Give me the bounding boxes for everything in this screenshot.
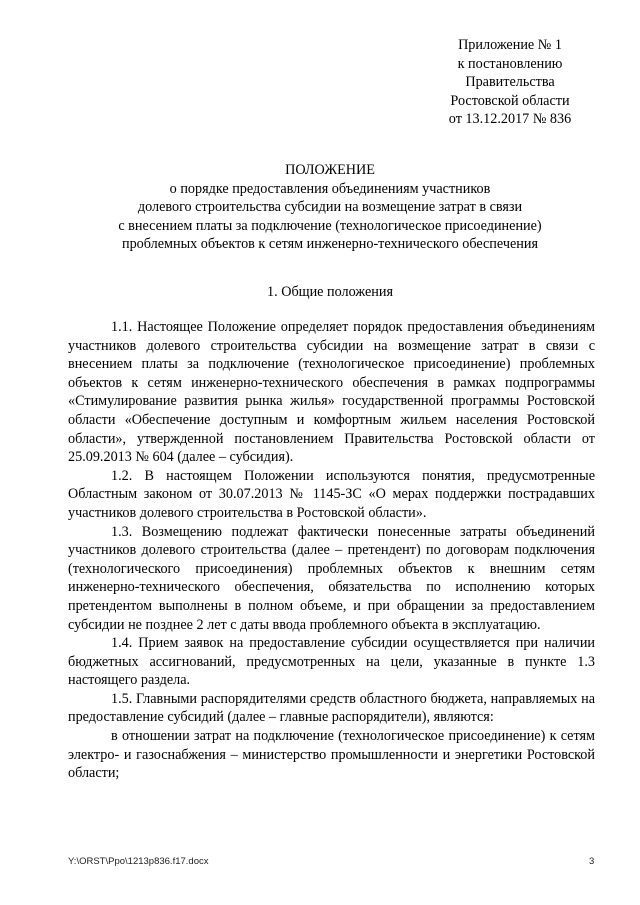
title-line-1: ПОЛОЖЕНИЕ	[285, 162, 375, 178]
section-body	[68, 318, 595, 783]
section-heading: 1. Общие положения	[267, 284, 393, 300]
title-line-5: проблемных объектов к сетям инженерно-технического обеспечения	[122, 236, 538, 253]
title-line-4: с внесением платы за подключение (технологическое присоединение)	[118, 217, 542, 234]
title-line-2: о порядке предоставления объединениям участников	[169, 180, 491, 197]
appendix-line-4: Ростовской области	[450, 92, 570, 109]
document-title	[60, 161, 600, 254]
footer-file-path: Y:\ORST\Ppo\1213p836.f17.docx	[68, 856, 209, 867]
appendix-line-5: от 13.12.2017 № 836	[448, 111, 572, 128]
paragraph-1-3: 1.3. Возмещению подлежат фактически понесенные затраты объединений участников долевого строительства (далее – претендент) по договорам подключения (технологического присоединения) проблемных объектов к внешним сетям инженерно-технического обеспечения, обязательства по исполнению которых претендентом выполнены в полном объеме, и при обращении за предоставлением субсидии не позднее 2 лет с даты ввода проблемного объекта в эксплуатацию.	[68, 523, 595, 633]
appendix-line-2: к постановлению	[457, 55, 563, 72]
paragraph-1-4: 1.4. Прием заявок на предоставление субсидии осуществляется при наличии бюджетных ассигнований, предусмотренных на цели, указанные в пункте 1.3 настоящего раздела.	[68, 635, 595, 689]
appendix-line-3: Правительства	[465, 74, 555, 91]
appendix-block	[420, 36, 600, 129]
title-line-3: долевого строительства субсидии на возмещение затрат в связи	[137, 199, 523, 216]
paragraph-1-5: 1.5. Главными распорядителями средств областного бюджета, направляемых на предоставление субсидий (далее – главные распорядители), являются:	[68, 690, 595, 726]
footer-page-number: 3	[589, 856, 595, 867]
paragraph-1-2: 1.2. В настоящем Положении используются понятия, предусмотренные Областным законом от 30.07.2013 № 1145-ЗС «О мерах поддержки пострадавших участников долевого строительства в Ростовской области».	[68, 467, 595, 521]
paragraph-1-1: 1.1. Настоящее Положение определяет порядок предоставления объединениям участников долевого строительства субсидии на возмещение затрат в связи с внесением платы за подключение (технологическое присоединение) проблемных объектов к сетям инженерно-технического обеспечения в рамках подпрограммы «Стимулирование развития рынка жилья» государственной программы Ростовской области «Обеспечение доступным и комфортным жильем населения Ростовской области», утвержденной постановлением Правительства Ростовской области от 25.09.2013 № 604 (далее – субсидия).	[68, 319, 595, 466]
appendix-line-1: Приложение № 1	[458, 37, 562, 53]
paragraph-1-5-item: в отношении затрат на подключение (технологическое присоединение) к сетям электро- и газоснабжения – министерство промышленности и энергетики Ростовской области;	[68, 728, 595, 782]
